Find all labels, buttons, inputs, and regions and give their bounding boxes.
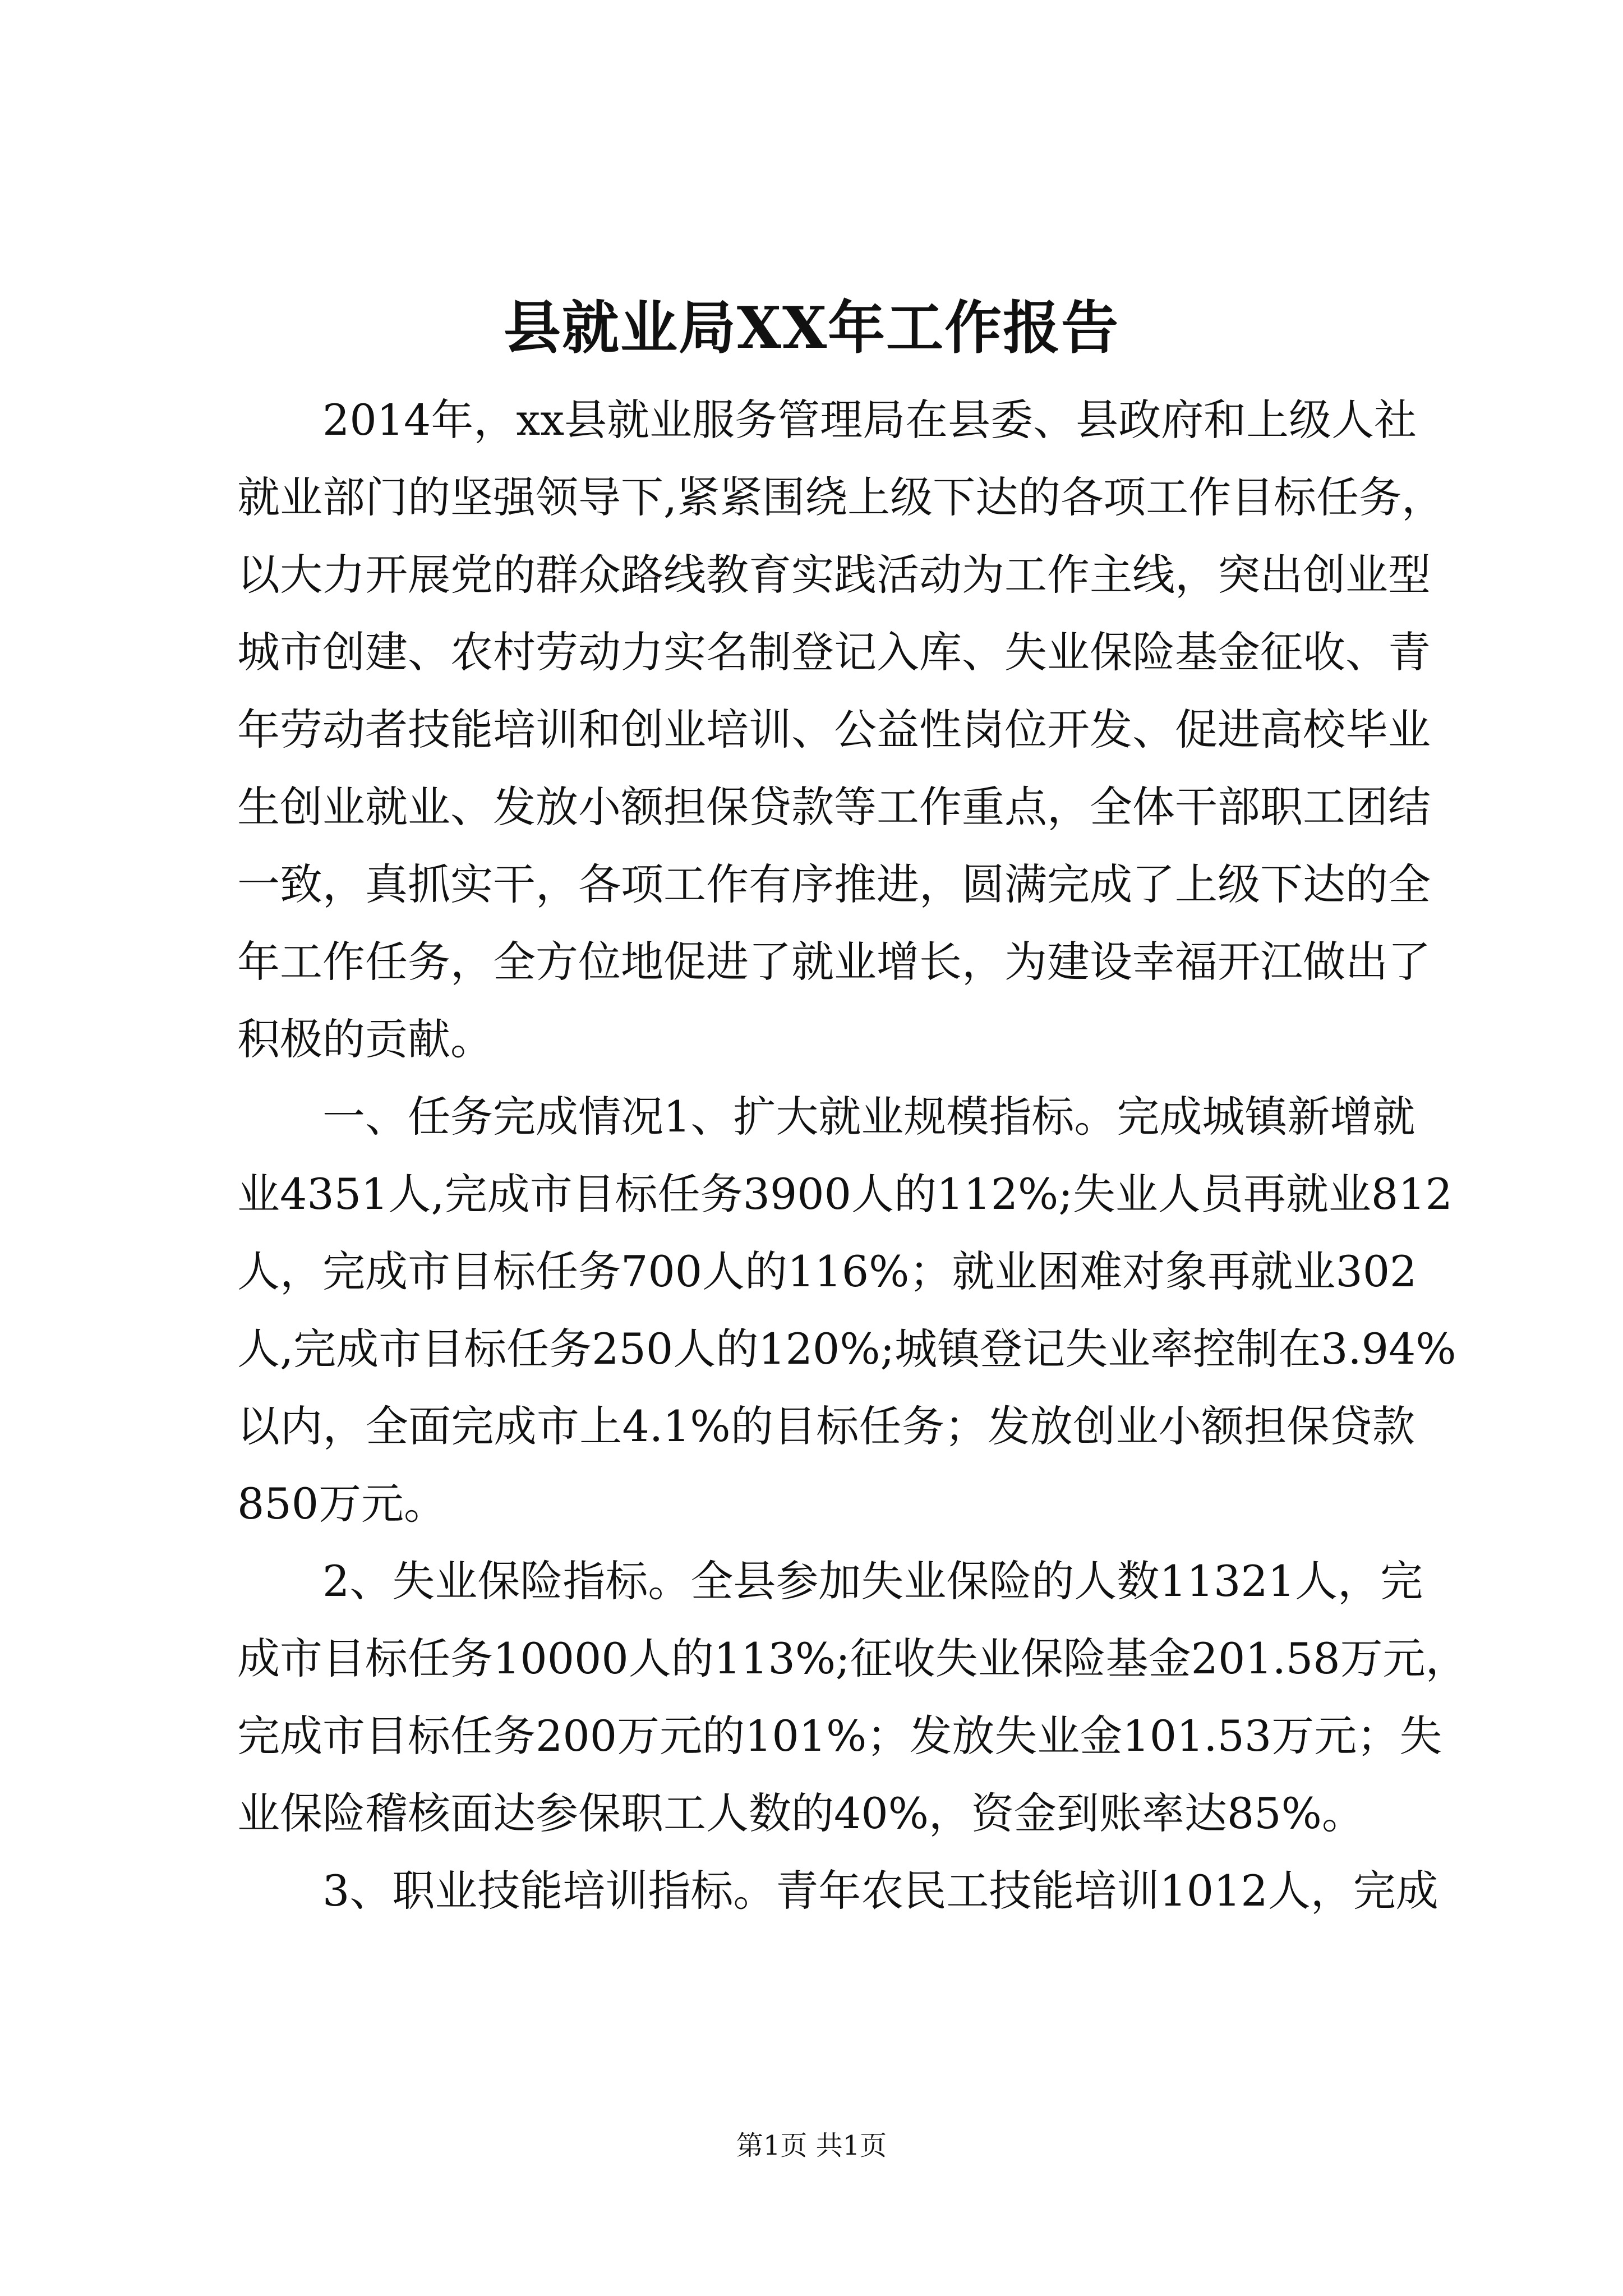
text-line: 年工作任务，全方位地促进了就业增长，为建设幸福开江做出了: [237, 937, 1431, 987]
paragraph-intro: [237, 381, 1445, 1078]
text-line: 积极的贡献。: [237, 1014, 493, 1064]
text-line: 2、失业保险指标。全县参加失业保险的人数11321人，完: [322, 1556, 1423, 1606]
page-footer: 第1页 共1页: [736, 2130, 887, 2161]
text-line: 850万元。: [237, 1479, 447, 1529]
text-line: 2014年，xx县就业服务管理局在县委、县政府和上级人社: [322, 395, 1417, 445]
text-line: 城市创建、农村劳动力实名制登记入库、失业保险基金征收、青: [237, 627, 1431, 677]
paragraph-unemployment-insurance: [237, 1543, 1468, 1852]
text-line: 以大力开展党的群众路线教育实践活动为工作主线，突出创业型: [237, 550, 1431, 600]
document-body: [237, 381, 1468, 1930]
text-line: 生创业就业、发放小额担保贷款等工作重点，全体干部职工团结: [237, 782, 1431, 832]
text-line: 一致，真抓实干，各项工作有序推进，圆满完成了上级下达的全: [237, 859, 1431, 909]
text-line: 以内，全面完成市上4.1%的目标任务；发放创业小额担保贷款: [237, 1401, 1415, 1451]
text-line: 业4351人,完成市目标任务3900人的112%;失业人员再就业812: [237, 1169, 1453, 1219]
text-line: 完成市目标任务200万元的101%；发放失业金101.53万元；失: [237, 1711, 1442, 1761]
text-line: 成市目标任务10000人的113%;征收失业保险基金201.58万元，: [237, 1634, 1468, 1683]
paragraph-employment-scale: [237, 1078, 1456, 1543]
document-title: 县就业局XX年工作报告: [503, 295, 1120, 362]
text-line: 就业部门的坚强领导下,紧紧围绕上级下达的各项工作目标任务，: [237, 472, 1445, 522]
text-line: 年劳动者技能培训和创业培训、公益性岗位开发、促进高校毕业: [237, 705, 1431, 754]
paragraph-skills-training: [237, 1852, 1438, 1930]
text-line: 业保险稽核面达参保职工人数的40%，资金到账率达85%。: [237, 1788, 1364, 1838]
text-line: 3、职业技能培训指标。青年农民工技能培训1012人，完成: [322, 1866, 1438, 1916]
text-line: 人,完成市目标任务250人的120%;城镇登记失业率控制在3.94%: [237, 1324, 1456, 1374]
text-line: 一、任务完成情况1、扩大就业规模指标。完成城镇新增就: [322, 1092, 1415, 1142]
text-line: 人，完成市目标任务700人的116%；就业困难对象再就业302: [237, 1246, 1417, 1296]
